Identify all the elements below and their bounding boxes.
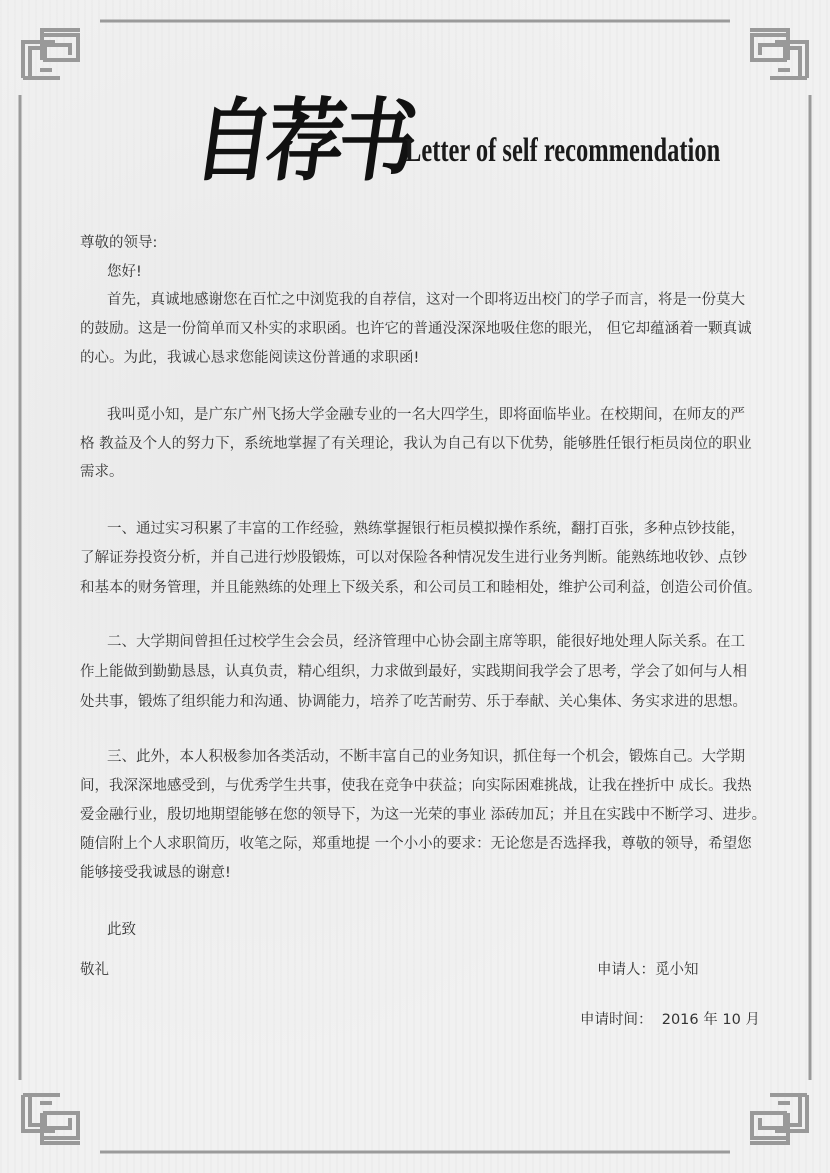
corner-ornament-bottom-right xyxy=(750,1095,807,1143)
application-date: 申请时间： 2016 年 10 月 xyxy=(580,1012,760,1028)
title-english: Letter of self recommendation xyxy=(405,132,721,169)
title-chinese: 自荐书 xyxy=(187,89,419,194)
paragraph-line: 的心。为此，我诚心恳求您能阅读这份普通的求职函! xyxy=(80,350,420,366)
corner-ornament-bottom-left xyxy=(23,1095,80,1143)
paragraph-line: 需求。 xyxy=(80,464,124,480)
paragraph-line: 格 教益及个人的努力下，系统地掌握了有关理论，我认为自己有以下优势，能够胜任银行柜员岗位的职业 xyxy=(80,436,752,452)
paragraph-line: 间，我深深地感受到，与优秀学生共事，使我在竞争中获益；向实际困难挑战，让我在挫折中 成长。我热 xyxy=(80,778,752,794)
paragraph-line: 爱金融行业，殷切地期望能够在您的领导下，为这一光荣的事业 添砖加瓦；并且在实践中不断学习、进步。 xyxy=(80,807,767,823)
corner-ornament-top-right xyxy=(750,30,807,78)
salutation: 尊敬的领导: xyxy=(80,235,158,251)
paragraph-line: 和基本的财务管理，并且能熟练的处理上下级关系，和公司员工和睦相处，维护公司利益，创造公司价值。 xyxy=(80,580,762,596)
paragraph-line: 能够接受我诚恳的谢意! xyxy=(80,865,231,881)
paragraph-line: 作上能做到勤勤恳恳，认真负责，精心组织，力求做到最好，实践期间我学会了思考，学会了如何与人相 xyxy=(80,664,747,680)
applicant-name: 申请人：觅小知 xyxy=(597,962,699,978)
paragraph-line: 二、大学期间曾担任过校学生会会员，经济管理中心协会副主席等职，能很好地处理人际关系。在工 xyxy=(107,634,745,650)
greeting: 您好! xyxy=(107,264,142,280)
paragraph-line: 首先，真诚地感谢您在百忙之中浏览我的自荐信，这对一个即将迈出校门的学子而言，将是一份莫大 xyxy=(107,292,745,308)
paragraph-line: 处共事，锻炼了组织能力和沟通、协调能力，培养了吃苦耐劳、乐于奉献、关心集体、务实求进的思想。 xyxy=(80,694,747,710)
paragraph-line: 一、通过实习积累了丰富的工作经验，熟练掌握银行柜员模拟操作系统，翻打百张，多种点钞技能， xyxy=(107,521,745,537)
paragraph-line: 三、此外，本人积极参加各类活动，不断丰富自己的业务知识，抓住每一个机会，锻炼自己。大学期 xyxy=(107,749,745,765)
paragraph-line: 随信附上个人求职简历，收笔之际，郑重地提 一个小小的要求：无论您是否选择我，尊敬的领导，希望您 xyxy=(80,836,752,852)
paragraph-line: 我叫觅小知，是广东广州飞扬大学金融专业的一名大四学生，即将面临毕业。在校期间，在师友的严 xyxy=(107,407,745,423)
closing-jing-li: 敬礼 xyxy=(80,962,109,978)
paragraph-line: 了解证券投资分析，并自己进行炒股锻炼，可以对保险各种情况发生进行业务判断。能熟练地收钞、点钞 xyxy=(80,550,747,566)
paragraph-line: 的鼓励。这是一份简单而又朴实的求职函。也许它的普通没深深地吸住您的眼光， 但它却蕴涵着一颗真诚 xyxy=(80,321,752,337)
closing-ci-zhi: 此致 xyxy=(107,922,136,938)
